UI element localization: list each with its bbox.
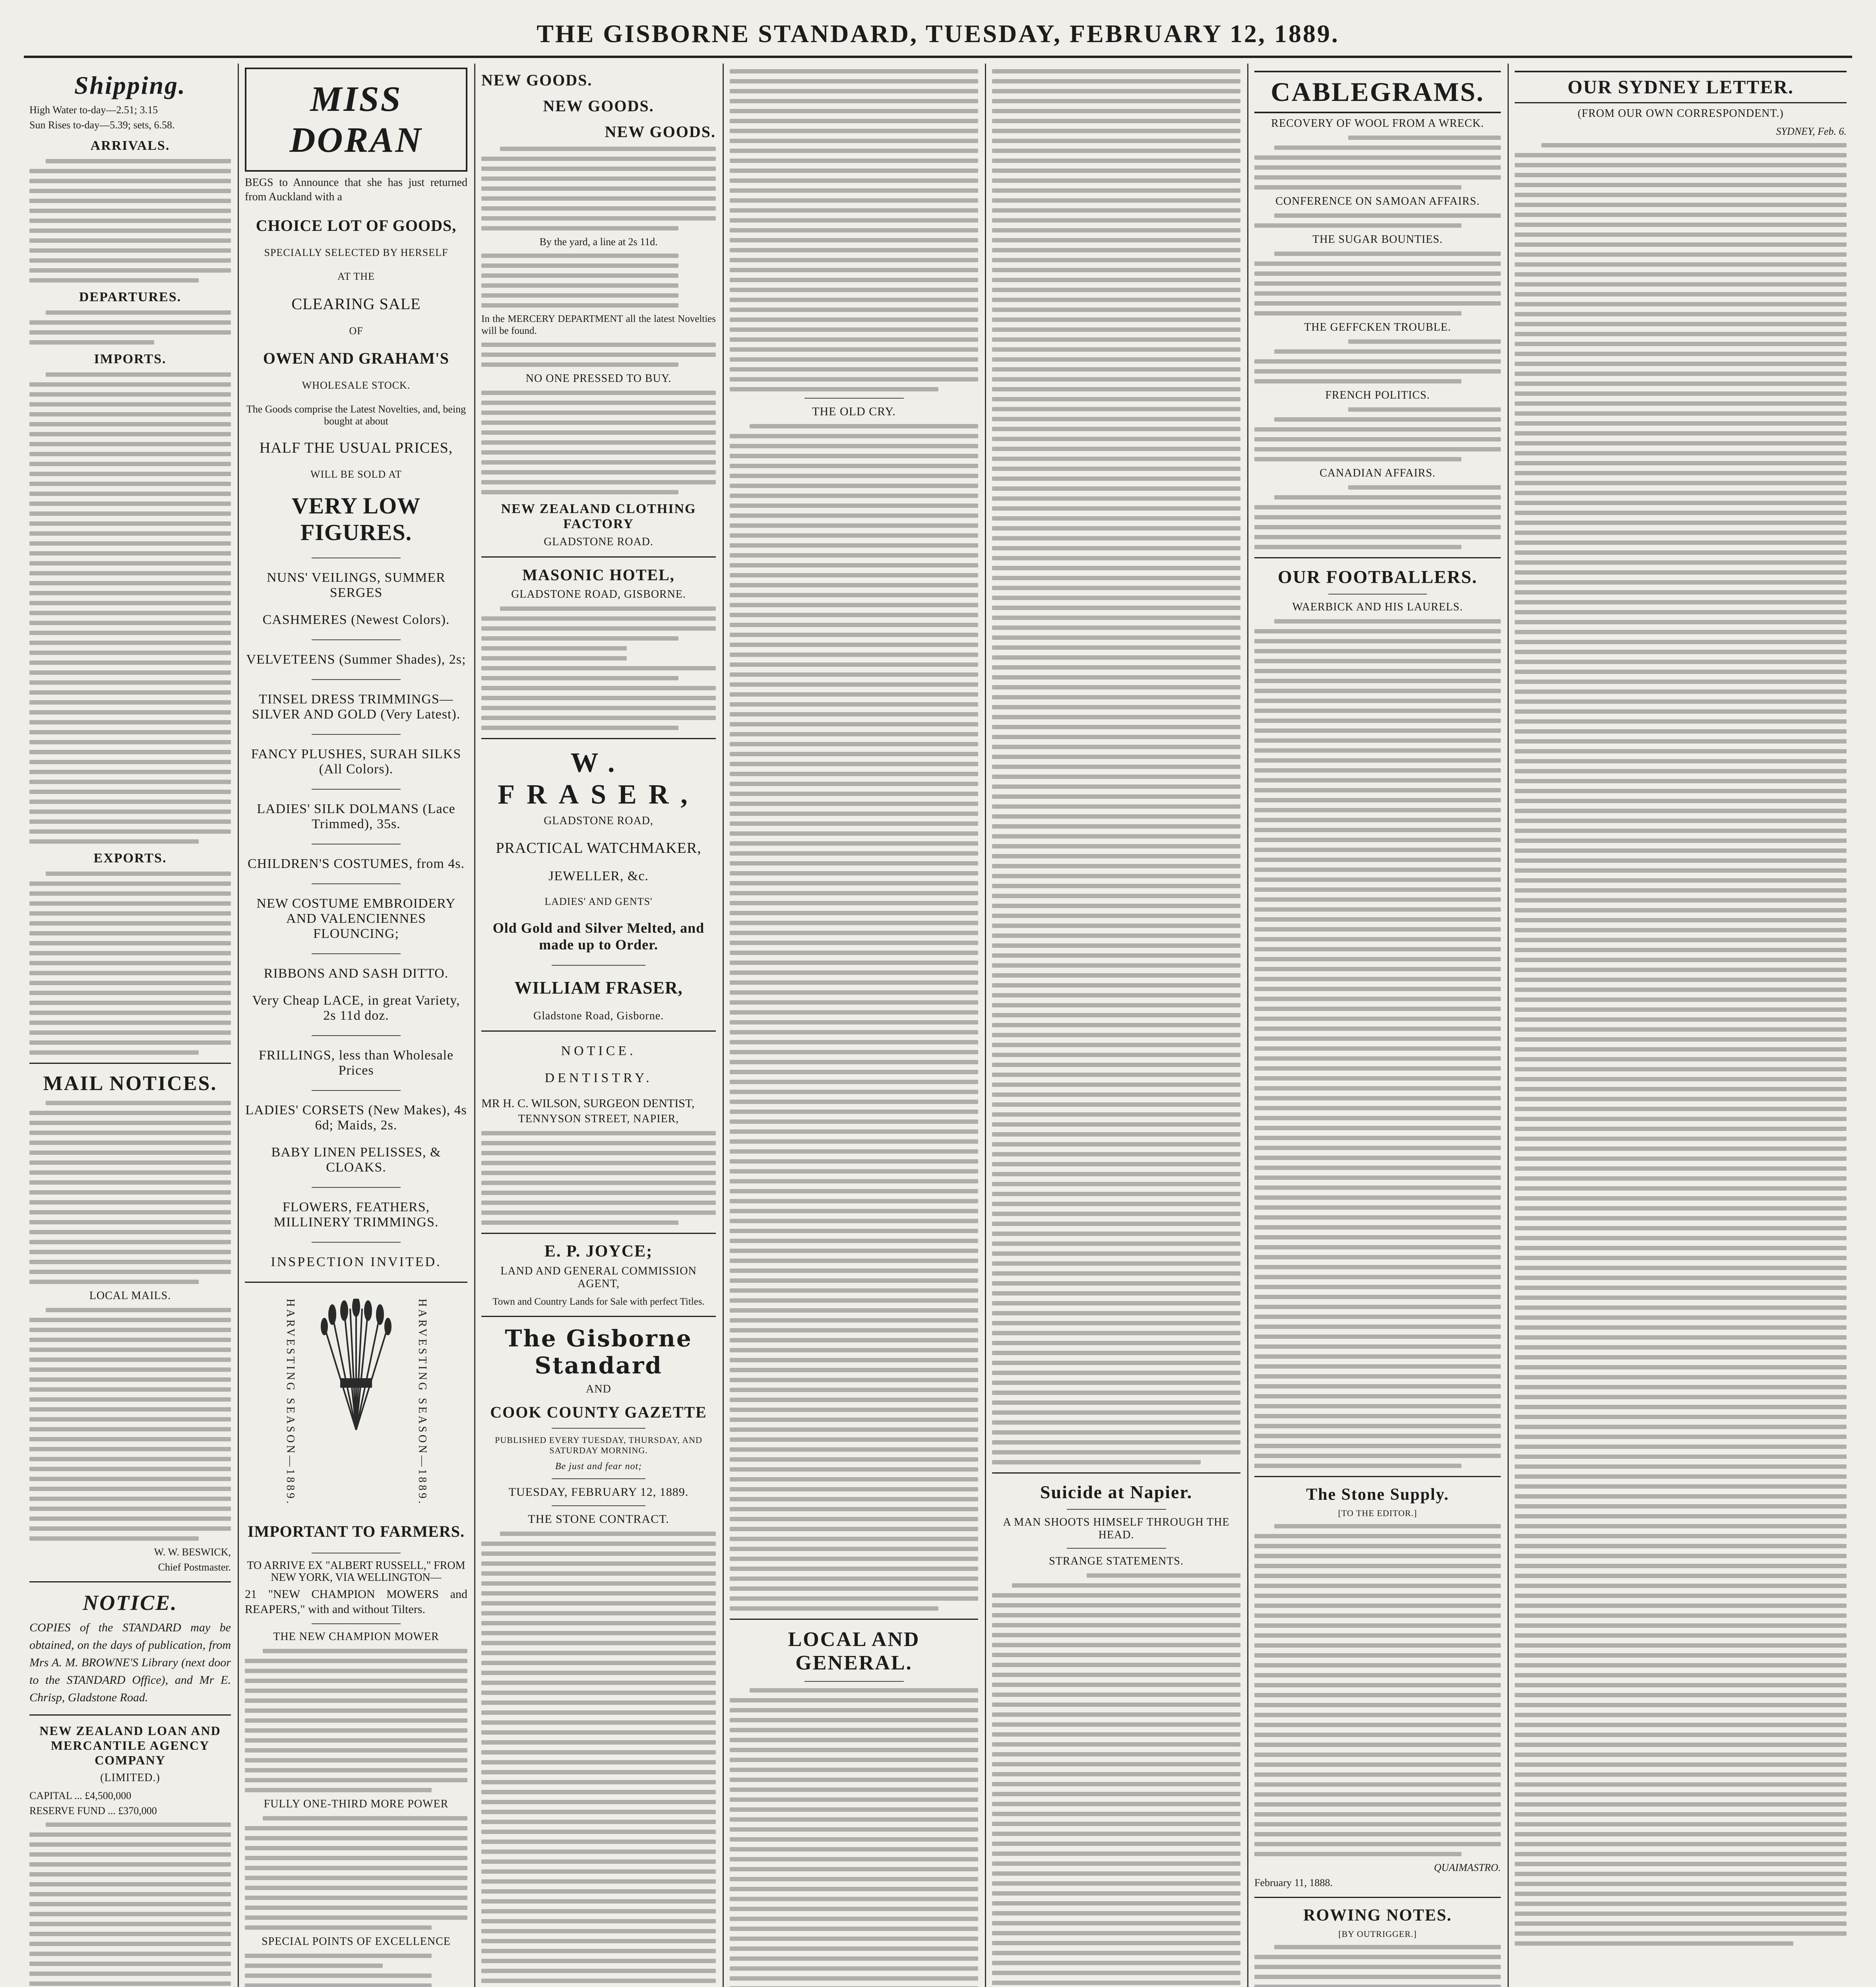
fully-heading: FULLY ONE-THIRD MORE POWER [264,1797,449,1810]
capital-line: CAPITAL ... £4,500,000 [29,1790,132,1801]
stone-contract-heading: THE STONE CONTRACT. [528,1513,669,1526]
column-rule [1508,64,1509,1987]
mail-notices-heading: MAIL NOTICES. [43,1072,217,1095]
ad-line-dolmans: LADIES' SILK DOLMANS (Lace Trimmed), 35s. [257,802,455,831]
paper-title: The Gisborne Standard [505,1325,692,1379]
reserve-line: RESERVE FUND ... £370,000 [29,1805,157,1817]
mower-text [245,1649,467,1792]
cablegrams-heading: CABLEGRAMS. [1254,71,1501,113]
new-goods-text [481,147,716,230]
tweeds-list [481,254,716,308]
outrigger-line: [BY OUTRIGGER.] [1338,1929,1417,1939]
ad-line-ribbons: RIBBONS AND SASH DITTO. [264,966,449,981]
shipping-heading: Shipping. [74,71,186,99]
arrivals-text [29,159,231,283]
harvest-right-label: HARVESTING SEASON—1889. [416,1299,428,1506]
ad-line-tinsel: TINSEL DRESS TRIMMINGS—SILVER AND GOLD (Very Latest). [252,692,461,722]
masonic-text [481,606,716,730]
column-4 [724,64,984,1987]
recovery-heading: RECOVERY OF WOOL FROM A WRECK. [1271,117,1484,130]
suicide-sub-2: STRANGE STATEMENTS. [1049,1555,1184,1567]
nzlma-limited: (LIMITED.) [100,1772,160,1784]
masthead [24,0,1852,58]
old-cry-heading: THE OLD CRY. [812,405,896,418]
correspondent-line: (FROM OUR OWN CORRESPONDENT.) [1578,107,1784,120]
column-rule [723,64,724,1987]
samoan-heading: CONFERENCE ON SAMOAN AFFAIRS. [1275,195,1480,207]
footballers-text [1254,619,1501,1468]
notice-text: COPIES of the STANDARD may be obtained, on the days of publication, from Mrs A. M. BROWNE'S Library (next door to the STANDARD Office), and Mr E. Chrisp, Gladstone Road. [29,1621,231,1704]
wilson-sub: TENNYSON STREET, NAPIER, [518,1113,679,1125]
recovery-text [1254,136,1501,190]
departures-text [29,310,231,345]
feb-11-line: February 11, 1888. [1254,1877,1333,1888]
mower-heading: THE NEW CHAMPION MOWER [273,1630,439,1643]
column-rule [238,64,239,1987]
sun-line: Sun Rises to-day—5.39; sets, 6.58. [29,119,175,131]
ad-line-baby: BABY LINEN PELISSES, & CLOAKS. [271,1145,441,1175]
suicide-text [992,1573,1240,1987]
no-one-pressed: NO ONE PRESSED TO BUY. [525,372,672,385]
fraser-title: W. FRASER, [498,748,700,810]
ad-line-plushes: FANCY PLUSHES, SURAH SILKS (All Colors). [251,747,461,777]
wheat-sheaf-icon [308,1299,404,1434]
motto: Be just and fear not; [555,1461,642,1472]
ad-line-clearing: CLEARING SALE [291,295,421,313]
col4-top-text [730,69,978,391]
samoan-text [1254,213,1501,228]
stone-supply-text [1254,1524,1501,1856]
stone-contract-text [481,1532,716,1987]
french-text [1254,407,1501,461]
french-heading: FRENCH POLITICS. [1325,389,1430,401]
nzcf-title: NEW ZEALAND CLOTHING FACTORY [501,502,696,531]
nzlma-text [29,1822,231,1987]
paper-and: AND [586,1383,611,1395]
ad-line-frillings: FRILLINGS, less than Wholesale Prices [258,1048,454,1078]
departures-heading: DEPARTURES. [79,290,182,304]
mercery-text [481,343,716,367]
wilson-line: MR H. C. WILSON, SURGEON DENTIST, [481,1097,695,1110]
mail-signature-title: Chief Postmaster. [158,1561,231,1573]
ad-line-sold-at: WILL BE SOLD AT [310,469,402,480]
local-general-text [730,1688,978,1987]
old-cry-text [730,424,978,1611]
ad-line-corsets: LADIES' CORSETS (New Makes), 4s 6d; Maids, 2s. [245,1103,467,1133]
ad-line-flowers: FLOWERS, FEATHERS, MILLINERY TRIMMINGS. [273,1200,439,1230]
column-rule [474,64,475,1987]
geffcken-text [1254,339,1501,383]
special-text [245,1954,467,1987]
masonic-sub: GLADSTONE ROAD, GISBORNE. [511,588,686,600]
ad-line-owen: OWEN AND GRAHAM'S [263,349,450,367]
nzlma-heading: NEW ZEALAND LOAN AND MERCANTILE AGENCY COMPANY [39,1724,221,1767]
waerbrick-heading: WAERBICK AND HIS LAURELS. [1292,601,1463,613]
ad-line-embroidery: NEW COSTUME EMBROIDERY AND VALENCIENNES FLOUNCING; [256,896,456,941]
exports-heading: EXPORTS. [93,851,167,866]
jeweller-line: JEWELLER, &c. [548,869,649,883]
william-fraser: WILLIAM FRASER, [514,978,683,997]
geffcken-heading: THE GEFFCKEN TROUBLE. [1304,321,1451,333]
ad-line-nuns: NUNS' VEILINGS, SUMMER SERGES [267,570,446,600]
notice-heading-3: NOTICE. [561,1044,636,1058]
tweeds-line: By the yard, a line at 2s 11d. [539,236,658,248]
exports-text [29,871,231,1055]
imports-text [29,372,231,844]
imports-heading: IMPORTS. [94,352,167,366]
new-goods-1: NEW GOODS. [481,71,593,89]
sydney-date: SYDNEY, Feb. 6. [1776,126,1847,137]
suicide-heading: Suicide at Napier. [1040,1482,1193,1502]
joyce-sub: LAND AND GENERAL COMMISSION AGENT, [500,1265,697,1290]
ad-line-very-low: VERY LOW FIGURES. [291,493,421,545]
canadian-heading: CANADIAN AFFAIRS. [1320,467,1436,479]
ad-line-velveteens: VELVETEENS (Summer Shades), 2s; [246,652,466,667]
new-goods-2: NEW GOODS. [543,97,654,115]
miss-doran-banner: MISS DORAN [289,79,423,160]
ad-line-at-the: AT THE [337,271,375,282]
dentistry-heading: DENTISTRY. [545,1071,653,1085]
paper-date: TUESDAY, FEBRUARY 12, 1889. [508,1485,689,1499]
footballers-heading: OUR FOOTBALLERS. [1277,567,1478,587]
nzcf-sub: GLADSTONE ROAD. [544,536,653,548]
harvest-left-label: HARVESTING SEASON—1889. [284,1299,297,1506]
doran-intro: BEGS to Announce that she has just returned from Auckland with a [245,176,467,203]
fraser-sub: GLADSTONE ROAD, [544,815,653,827]
ladies-gents-line: LADIES' AND GENTS' [545,896,653,907]
ad-line-inspection: INSPECTION INVITED. [271,1255,442,1269]
published-line: PUBLISHED EVERY TUESDAY, THURSDAY, AND SATURDAY MORNING. [495,1435,702,1455]
harvest-illustration [245,1299,467,1506]
column-1 [24,64,236,1987]
ad-line-childrens: CHILDREN'S COSTUMES, from 4s. [247,856,465,871]
watchmaker-line: PRACTICAL WATCHMAKER, [496,840,702,856]
arrivals-heading: ARRIVALS. [90,138,170,153]
column-5 [986,64,1246,1987]
column-rule [1247,64,1248,1987]
sydney-heading: OUR SYDNEY LETTER. [1515,71,1847,103]
gold-line: Old Gold and Silver Melted, and made up to Order. [492,920,705,953]
column-rule [985,64,986,1987]
column-3 [476,64,721,1987]
new-goods-3: NEW GOODS. [605,123,716,141]
local-general-heading: LOCAL AND GENERAL. [788,1628,920,1674]
mail-notices-text [29,1101,231,1284]
ad-line-cashmeres: CASHMERES (Newest Colors). [262,612,450,627]
ad-line-of: OF [349,325,363,337]
special-heading: SPECIAL POINTS OF EXCELLENCE [262,1935,451,1948]
mail-signature: W. W. BESWICK, [154,1546,231,1558]
joyce-title: E. P. JOYCE; [544,1242,653,1261]
goods-list [481,391,716,494]
sugar-text [1254,252,1501,316]
rowing-heading: ROWING NOTES. [1303,1906,1452,1925]
column-6 [1249,64,1506,1987]
tide-line: High Water to-day—2.51; 3.15 [29,104,158,116]
arrive-line: TO ARRIVE EX "ALBERT RUSSELL," FROM NEW YORK, VIA WELLINGTON— [247,1559,465,1584]
ad-line-wholesale: WHOLESALE STOCK. [302,380,411,391]
ad-line-goods: The Goods comprise the Latest Novelties, and, being bought at about [246,403,466,427]
fully-text [245,1816,467,1930]
canadian-text [1254,485,1501,549]
sugar-heading: THE SUGAR BOUNTIES. [1312,233,1443,246]
champion-line: 21 "NEW CHAMPION MOWERS and REAPERS," with and without Tilters. [245,1587,467,1616]
ad-line-selected: SPECIALLY SELECTED BY HERSELF [264,247,448,258]
notice-heading: NOTICE. [83,1591,178,1615]
local-mails-text [29,1308,231,1541]
rowing-text [1254,1945,1501,1987]
joyce-town: Town and Country Lands for Sale with perfect Titles. [492,1296,705,1307]
col5-top-text [992,69,1240,1464]
to-editor-line: [TO THE EDITOR.] [1338,1508,1417,1518]
farmers-heading: IMPORTANT TO FARMERS. [248,1522,465,1540]
column-2 [239,64,473,1987]
mercery-line: In the MERCERY DEPARTMENT all the latest Novelties will be found. [481,314,716,336]
column-7 [1509,64,1852,1987]
william-sub: Gladstone Road, Gisborne. [533,1010,664,1022]
wilson-text [481,1131,716,1225]
masonic-title: MASONIC HOTEL, [522,566,675,584]
masthead-title: THE GISBORNE STANDARD, TUESDAY, FEBRUARY 12, 1889. [537,19,1339,48]
ad-line-choice: CHOICE LOT OF GOODS, [256,217,457,234]
stone-supply-heading: The Stone Supply. [1306,1485,1449,1504]
ad-line-half: HALF THE USUAL PRICES, [259,440,453,456]
quaimastro-signature: QUAIMASTRO. [1434,1862,1501,1873]
ad-line-lace: Very Cheap LACE, in great Variety, 2s 11d doz. [252,993,460,1023]
suicide-sub-1: A MAN SHOOTS HIMSELF THROUGH THE HEAD. [1003,1516,1230,1541]
paper-cook: COOK COUNTY GAZETTE [490,1403,707,1421]
sydney-text [1515,143,1847,1946]
local-mails-heading: LOCAL MAILS. [89,1290,171,1302]
